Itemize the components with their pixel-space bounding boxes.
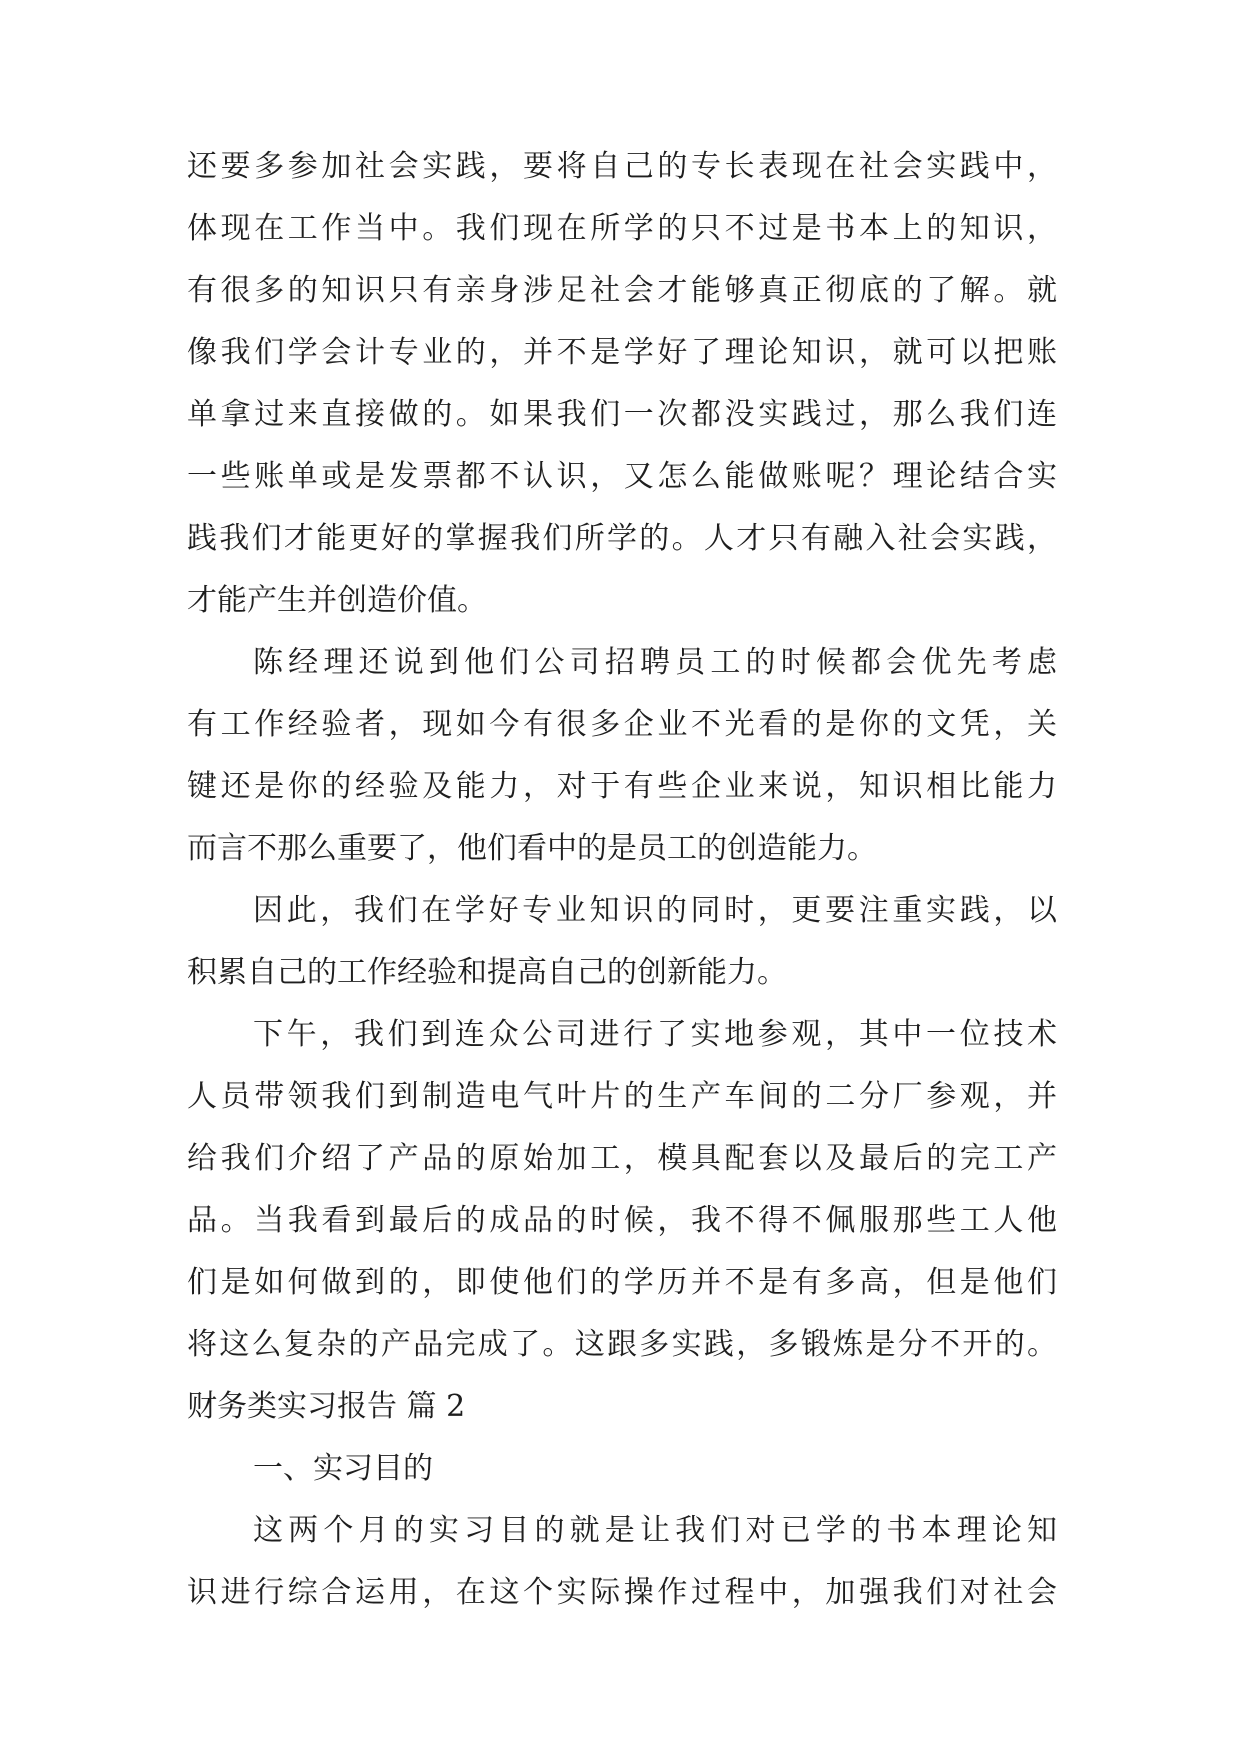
text-line: 有工作经验者，现如今有很多企业不光看的是你的文凭，关 [187,707,1057,742]
text-line: 品。当我看到最后的成品的时候，我不得不佩服那些工人他 [187,1203,1057,1238]
text-line: 践我们才能更好的掌握我们所学的。人才只有融入社会实践， [187,521,1057,556]
text-line: 单拿过来直接做的。如果我们一次都没实践过，那么我们连 [187,397,1057,432]
text-line: 人员带领我们到制造电气叶片的生产车间的二分厂参观，并 [187,1079,1057,1114]
text-line: 识进行综合运用，在这个实际操作过程中，加强我们对社会 [187,1575,1057,1610]
paragraph-first-line: 这两个月的实习目的就是让我们对已学的书本理论知 [253,1513,1057,1548]
text-line: 将这么复杂的产品完成了。这跟多实践，多锻炼是分不开的。 [187,1327,1057,1362]
paragraph-first-line: 陈经理还说到他们公司招聘员工的时候都会优先考虑 [253,645,1057,680]
text-line: 还要多参加社会实践，要将自己的专长表现在社会实践中， [187,149,1057,184]
paragraph-first-line: 下午，我们到连众公司进行了实地参观，其中一位技术 [253,1017,1057,1052]
text-line: 键还是你的经验及能力，对于有些企业来说，知识相比能力 [187,769,1057,804]
text-line: 而言不那么重要了，他们看中的是员工的创造能力。 [187,831,877,866]
text-line: 们是如何做到的，即使他们的学历并不是有多高，但是他们 [187,1265,1057,1300]
text-line: 像我们学会计专业的，并不是学好了理论知识，就可以把账 [187,335,1057,370]
section-title: 财务类实习报告 篇 2 [187,1389,466,1424]
text-line: 体现在工作当中。我们现在所学的只不过是书本上的知识， [187,211,1057,246]
text-line: 有很多的知识只有亲身涉足社会才能够真正彻底的了解。就 [187,273,1057,308]
paragraph-first-line: 因此，我们在学好专业知识的同时，更要注重实践，以 [253,893,1057,928]
section-heading: 一、实习目的 [253,1451,433,1486]
text-line: 才能产生并创造价值。 [187,583,487,618]
text-line: 给我们介绍了产品的原始加工，模具配套以及最后的完工产 [187,1141,1057,1176]
text-line: 一些账单或是发票都不认识，又怎么能做账呢？理论结合实 [187,459,1057,494]
text-line: 积累自己的工作经验和提高自己的创新能力。 [187,955,787,990]
